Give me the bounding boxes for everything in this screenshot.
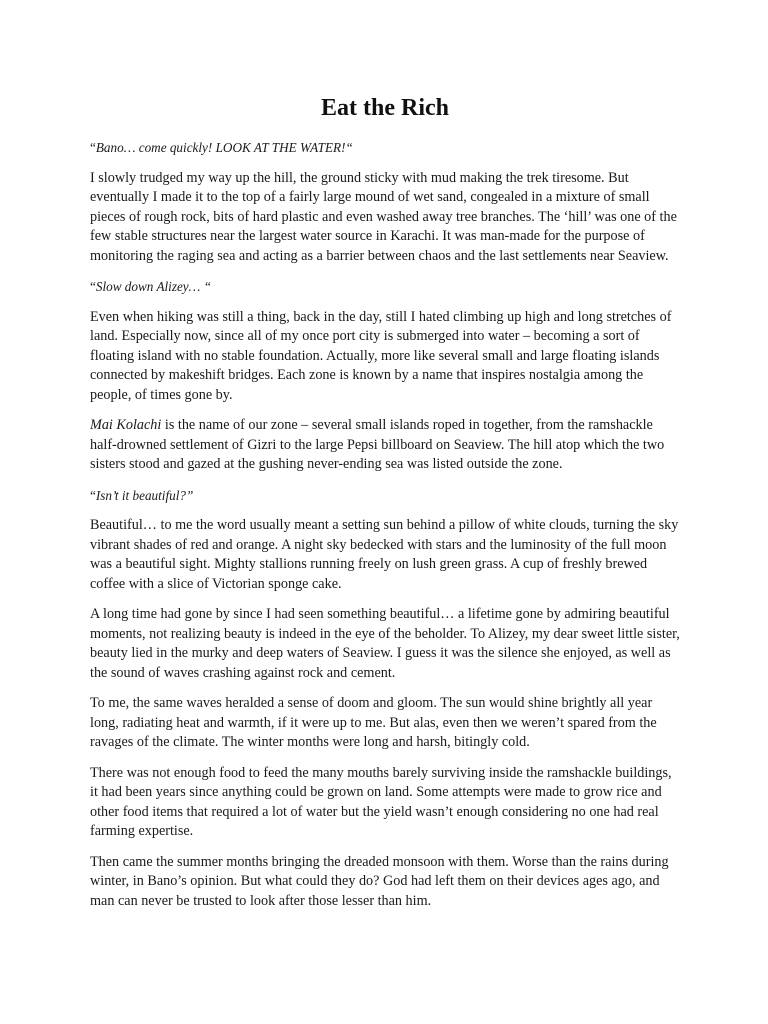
paragraph-4: Beautiful… to me the word usually meant a setting sun behind a pillow of white clouds, turning the sky vibrant shades of red and orange. A night sky bedecked with stars and the luminosity of the full moon was a beautiful sight. Mighty stallions running freely on lush green grass. A cup of freshly brewed coffee with a slice of Victorian sponge cake. [90, 517, 679, 592]
open-quote: “ [90, 487, 96, 503]
paragraph-1: I slowly trudged my way up the hill, the ground sticky with mud making the trek tiresome. But eventually I made it to the top of a fairly large mound of wet sand, congealed in a mixture of small pieces of rough rock, bits of hard plastic and even washed away tree branches. The ‘hill’ was one of the few stable structures near the largest water source in Karachi. It was man-made for the purpose of monitoring the raging sea and acting as a barrier between chaos and the last settlements near Seaview. [90, 169, 677, 264]
paragraph-7: There was not enough food to feed the many mouths barely surviving inside the ramshackle buildings, it had been years since anything could be grown on land. Some attempts were made to grow rice and other food items that required a lot of water but the yield wasn’t enough considering no one had real farming expertise. [90, 764, 672, 839]
open-quote: “ [90, 140, 96, 155]
close-quote: ” [185, 487, 194, 503]
zone-name: Mai Kolachi [90, 417, 162, 433]
dialogue-text: Isn’t it beautiful? [95, 487, 186, 503]
paragraph-2: Even when hiking was still a thing, back in the day, still I hated climbing up high and long stretches of land. Especially now, since all of my once port city is submerged into water – becoming a sort of floating island with no stable foundation. Actually, more like several small and large floating islands connected by makeshift bridges. Each zone is known by a name that inspires nostalgia among the people, of times gone by. [90, 308, 672, 403]
dialogue-line-3 [90, 486, 680, 506]
paragraph-3 [90, 416, 680, 475]
close-quote: “ [345, 140, 353, 155]
open-quote: “ [90, 279, 96, 294]
paragraph-6: To me, the same waves heralded a sense of doom and gloom. The sun would shine brightly all year long, radiating heat and warmth, if it were up to me. But alas, even then we weren’t spared from the ravages of the climate. The winter months were long and harsh, bitingly cold. [90, 695, 657, 750]
document-title: Eat the Rich [321, 95, 449, 121]
paragraph-8: Then came the summer months bringing the dreaded monsoon with them. Worse than the rains during winter, in Bano’s opinion. But what could they do? God had left them on their devices ages ago, and man can never be trusted to look after those lesser than him. [90, 853, 669, 909]
dialogue-line-2 [90, 277, 680, 297]
dialogue-text: Bano… come quickly! LOOK AT THE WATER! [95, 140, 346, 155]
paragraph-3-text: is the name of our zone – several small islands roped in together, from the ramshackle half-drowned settlement of Gizri to the large Pepsi billboard on Seaview. The hill atop which the two sisters stood and gazed at the gushing never-ending sea was listed outside the zone. [90, 417, 665, 472]
dialogue-line-1 [90, 138, 680, 158]
dialogue-text: Slow down Alizey… [95, 279, 204, 294]
document-page [90, 92, 680, 922]
paragraph-5: A long time had gone by since I had seen something beautiful… a lifetime gone by admiring beautiful moments, not realizing beauty is indeed in the eye of the beholder. To Alizey, my dear sweet little sister, beauty lied in the murky and deep waters of Seaview. I guess it was the silence she enjoyed, as well as the sound of waves crashing against rock and cement. [90, 606, 680, 681]
close-quote: “ [203, 279, 212, 294]
